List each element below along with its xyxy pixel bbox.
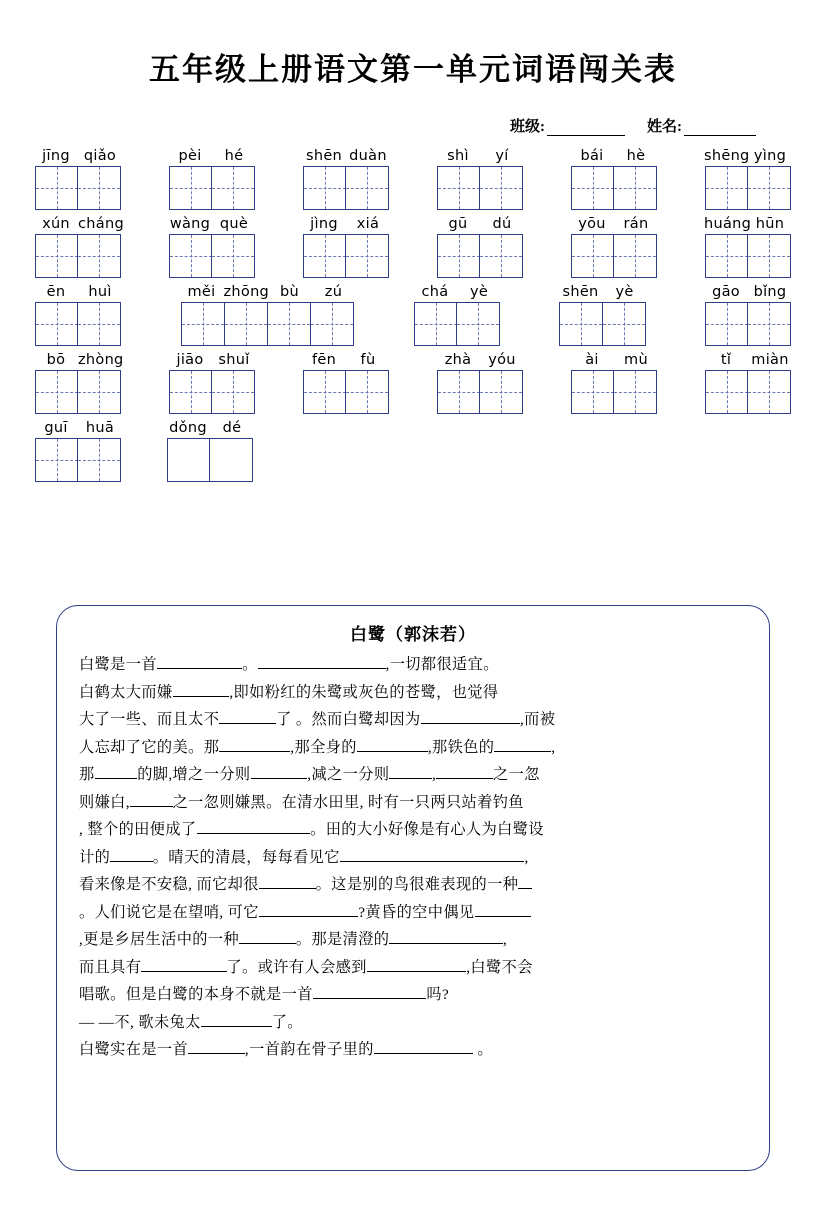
name-field[interactable] [647, 115, 756, 136]
grid-cell[interactable] [77, 234, 121, 278]
pinyin-label [413, 280, 501, 300]
word-row [34, 280, 792, 346]
grid-cell[interactable] [169, 166, 213, 210]
pinyin-label [166, 416, 254, 436]
grid-cell[interactable] [211, 234, 255, 278]
answer-grid[interactable] [571, 370, 658, 414]
pinyin-label [302, 348, 390, 368]
pinyin-syllable: pèi [178, 148, 202, 164]
passage-line: 白鹭是一首 。 ,一切都很适宜。 [79, 651, 747, 679]
grid-cell[interactable] [345, 166, 389, 210]
passage-line: 白鹭实在是一首 ,一首韵在骨子里的 。 [79, 1036, 747, 1064]
grid-cell[interactable] [571, 234, 615, 278]
passage-text [79, 651, 747, 1064]
answer-grid[interactable] [303, 370, 390, 414]
answer-grid[interactable] [437, 370, 524, 414]
word-row [34, 348, 792, 414]
pinyin-label [436, 348, 524, 368]
answer-grid[interactable] [35, 438, 122, 482]
pinyin-label [168, 212, 256, 232]
pinyin-label [436, 144, 524, 164]
pinyin-syllable: xiá [356, 216, 380, 232]
word-entry [34, 212, 122, 278]
grid-cell[interactable] [224, 302, 268, 346]
grid-cell[interactable] [303, 234, 347, 278]
passage-box [56, 605, 770, 1171]
class-blank[interactable] [547, 120, 625, 136]
pinyin-syllable: dǒng [169, 420, 207, 436]
pinyin-syllable: shēng [704, 148, 750, 164]
grid-cell[interactable] [211, 166, 255, 210]
grid-cell[interactable] [77, 438, 121, 482]
word-entry [436, 212, 524, 278]
word-entry [570, 212, 658, 278]
grid-cell[interactable] [35, 438, 79, 482]
pinyin-syllable: hé [224, 148, 244, 164]
word-entry [168, 212, 256, 278]
grid-cell[interactable] [456, 302, 500, 346]
pinyin-syllable: bō [46, 352, 66, 368]
grid-cell[interactable] [437, 166, 481, 210]
word-row [34, 416, 792, 482]
grid-cell[interactable] [571, 166, 615, 210]
fill-in-blank[interactable] [251, 763, 308, 779]
word-entry [166, 416, 254, 482]
answer-grid[interactable] [181, 302, 354, 346]
grid-cell[interactable] [559, 302, 603, 346]
answer-grid[interactable] [437, 234, 524, 278]
worksheet-page [0, 44, 826, 1213]
pinyin-syllable: jīng [42, 148, 70, 164]
pinyin-syllable: gū [448, 216, 468, 232]
answer-grid[interactable] [169, 370, 256, 414]
pinyin-syllable: yóu [488, 352, 516, 368]
grid-cell[interactable] [479, 234, 523, 278]
fill-in-blank[interactable] [141, 956, 226, 972]
passage-line: , 整个的田便成了 。田的大小好像是有心人为白鹭设 [79, 816, 747, 844]
word-entry [559, 280, 647, 346]
word-entry [34, 348, 122, 414]
grid-cell[interactable] [77, 370, 121, 414]
word-entry [302, 144, 390, 210]
pinyin-syllable: qiǎo [83, 148, 117, 164]
answer-grid[interactable] [169, 234, 256, 278]
pinyin-label [570, 348, 658, 368]
class-label: 班级: [510, 119, 545, 135]
answer-grid[interactable] [571, 166, 658, 210]
word-entry [34, 416, 122, 482]
passage-line: 。人们说它是在望哨, 可它 ?黄昏的空中偶见 [79, 899, 747, 927]
pinyin-syllable: què [219, 216, 249, 232]
pinyin-label [168, 348, 256, 368]
grid-cell[interactable] [479, 370, 523, 414]
pinyin-syllable: huì [88, 284, 112, 300]
grid-cell[interactable] [211, 370, 255, 414]
word-entry [436, 144, 524, 210]
passage-line: 计的 。晴天的清晨，每每看见它 , [79, 844, 747, 872]
grid-cell[interactable] [267, 302, 311, 346]
grid-cell[interactable] [602, 302, 646, 346]
fill-in-blank[interactable] [389, 928, 503, 944]
pinyin-syllable: shì [447, 148, 469, 164]
pinyin-syllable: gāo [712, 284, 740, 300]
fill-in-blank[interactable] [475, 901, 532, 917]
pinyin-syllable: hè [626, 148, 646, 164]
answer-grid[interactable] [414, 302, 501, 346]
fill-in-blank[interactable] [389, 763, 432, 779]
pinyin-label [559, 280, 647, 300]
answer-grid[interactable] [705, 234, 792, 278]
grid-cell[interactable] [77, 166, 121, 210]
passage-line: 那 的脚,增之一分则 ,减之一分则 , 之一忽 [79, 761, 747, 789]
passage-line: 看来像是不安稳, 而它却很 。这是别的鸟很难表现的一种 [79, 871, 747, 899]
passage-line: 大了一些、而且太不 了 。然而白鹭却因为 ,而被 [79, 706, 747, 734]
grid-cell[interactable] [705, 234, 749, 278]
pinyin-syllable: miàn [751, 352, 789, 368]
class-field[interactable] [510, 115, 625, 136]
fill-in-blank[interactable] [197, 818, 311, 834]
answer-grid[interactable] [705, 302, 792, 346]
grid-cell[interactable] [705, 302, 749, 346]
grid-cell[interactable] [169, 370, 213, 414]
pinyin-syllable: hūn [755, 216, 785, 232]
fill-in-blank[interactable] [110, 846, 153, 862]
fill-in-blank[interactable] [259, 873, 316, 889]
grid-cell[interactable] [167, 438, 211, 482]
pinyin-syllable: rán [623, 216, 649, 232]
pinyin-syllable: yí [495, 148, 509, 164]
pinyin-label [704, 144, 792, 164]
word-entry [704, 212, 792, 278]
answer-grid[interactable] [169, 166, 256, 210]
pinyin-syllable: shēn [305, 148, 343, 164]
answer-grid[interactable] [559, 302, 646, 346]
passage-line: 唱歌。但是白鹭的本身不就是一首 吗? [79, 981, 747, 1009]
passage-line: 人忘却了它的美。那 ,那全身的 ,那铁色的 , [79, 734, 747, 762]
fill-in-blank[interactable] [130, 791, 173, 807]
pinyin-syllable: wàng [169, 216, 211, 232]
word-entry [34, 280, 122, 346]
fill-in-blank[interactable] [436, 763, 493, 779]
pinyin-syllable: ài [585, 352, 599, 368]
pinyin-grid-rows [34, 144, 792, 482]
fill-in-blank[interactable] [494, 736, 551, 752]
grid-cell[interactable] [613, 166, 657, 210]
answer-grid[interactable] [303, 166, 390, 210]
pinyin-syllable: měi [187, 284, 216, 300]
pinyin-syllable: fēn [311, 352, 337, 368]
pinyin-syllable: ēn [46, 284, 66, 300]
grid-cell[interactable] [571, 370, 615, 414]
pinyin-syllable: zhōng [223, 284, 270, 300]
fill-in-blank[interactable] [188, 1038, 245, 1054]
word-entry [34, 144, 122, 210]
pinyin-syllable: xún [42, 216, 70, 232]
grid-cell[interactable] [35, 302, 79, 346]
grid-cell[interactable] [310, 302, 354, 346]
passage-line: ,更是乡居生活中的一种 。那是清澄的 , [79, 926, 747, 954]
pinyin-syllable: dú [492, 216, 512, 232]
word-entry [704, 348, 792, 414]
name-blank[interactable] [684, 120, 756, 136]
answer-grid[interactable] [35, 302, 122, 346]
grid-cell[interactable] [169, 234, 213, 278]
answer-grid[interactable] [571, 234, 658, 278]
grid-cell[interactable] [35, 166, 79, 210]
fill-in-blank[interactable] [374, 1038, 473, 1054]
grid-cell[interactable] [613, 370, 657, 414]
answer-grid[interactable] [35, 166, 122, 210]
pinyin-label [436, 212, 524, 232]
answer-grid[interactable] [705, 166, 792, 210]
grid-cell[interactable] [209, 438, 253, 482]
word-entry [302, 348, 390, 414]
pinyin-syllable: fù [360, 352, 376, 368]
grid-cell[interactable] [479, 166, 523, 210]
pinyin-syllable: zhà [444, 352, 472, 368]
answer-grid[interactable] [437, 166, 524, 210]
word-entry [302, 212, 390, 278]
pinyin-label [704, 212, 792, 232]
pinyin-label [570, 212, 658, 232]
pinyin-syllable: jìng [310, 216, 338, 232]
fill-in-blank[interactable] [357, 736, 428, 752]
word-entry [570, 348, 658, 414]
word-entry [704, 144, 792, 210]
word-entry [168, 144, 256, 210]
passage-line: — —不, 歌未兔太 了。 [79, 1009, 747, 1037]
grid-cell[interactable] [303, 166, 347, 210]
pinyin-syllable: huáng [704, 216, 752, 232]
name-label: 姓名: [647, 119, 682, 135]
pinyin-label [570, 144, 658, 164]
grid-cell[interactable] [613, 234, 657, 278]
fill-in-blank[interactable] [239, 928, 296, 944]
fill-in-blank[interactable] [219, 708, 276, 724]
grid-cell[interactable] [705, 166, 749, 210]
pinyin-label [34, 348, 122, 368]
pinyin-syllable: cháng [78, 216, 124, 232]
passage-line: 而且具有 了。或许有人会感到 ,白鹭不会 [79, 954, 747, 982]
grid-cell[interactable] [747, 370, 791, 414]
pinyin-syllable: zú [324, 284, 343, 300]
fill-in-blank[interactable] [95, 763, 138, 779]
passage-line: 则嫌白, 之一忽则嫌黑。在清水田里, 时有一只两只站着钓鱼 [79, 789, 747, 817]
pinyin-label [180, 280, 356, 300]
grid-cell[interactable] [77, 302, 121, 346]
fill-in-blank[interactable] [259, 901, 358, 917]
word-row [34, 212, 792, 278]
word-entry [180, 280, 356, 346]
grid-cell[interactable] [437, 234, 481, 278]
grid-cell[interactable] [345, 234, 389, 278]
word-entry [704, 280, 792, 346]
pinyin-syllable: chá [421, 284, 449, 300]
pinyin-syllable: yìng [753, 148, 787, 164]
pinyin-syllable: yōu [578, 216, 606, 232]
grid-cell[interactable] [35, 370, 79, 414]
fill-in-blank[interactable] [157, 653, 242, 669]
fill-in-blank[interactable] [201, 1011, 272, 1027]
grid-cell[interactable] [181, 302, 225, 346]
pinyin-syllable: jiāo [176, 352, 204, 368]
pinyin-syllable: dé [222, 420, 242, 436]
answer-grid[interactable] [35, 234, 122, 278]
fill-in-blank[interactable] [219, 736, 290, 752]
fill-in-blank[interactable] [367, 956, 466, 972]
passage-title: 白鹭（郭沫若） [350, 625, 476, 644]
grid-cell[interactable] [705, 370, 749, 414]
pinyin-label [704, 280, 792, 300]
grid-cell[interactable] [414, 302, 458, 346]
pinyin-syllable: bù [280, 284, 299, 300]
word-entry [168, 348, 256, 414]
pinyin-label [302, 212, 390, 232]
word-entry [413, 280, 501, 346]
passage-line: 白鹤太大而嫌 ,即如粉红的朱鹭或灰色的苍鹭，也觉得 [79, 679, 747, 707]
pinyin-label [34, 144, 122, 164]
grid-cell[interactable] [747, 166, 791, 210]
answer-grid[interactable] [705, 370, 792, 414]
answer-grid[interactable] [303, 234, 390, 278]
grid-cell[interactable] [345, 370, 389, 414]
pinyin-syllable: yè [469, 284, 489, 300]
pinyin-syllable: zhòng [78, 352, 124, 368]
pinyin-syllable: duàn [349, 148, 387, 164]
grid-cell[interactable] [437, 370, 481, 414]
pinyin-label [302, 144, 390, 164]
answer-grid[interactable] [167, 438, 254, 482]
page-title: 五年级上册语文第一单元词语闯关表 [149, 52, 677, 87]
word-entry [436, 348, 524, 414]
word-row [34, 144, 792, 210]
word-entry [570, 144, 658, 210]
grid-cell[interactable] [747, 302, 791, 346]
pinyin-label [704, 348, 792, 368]
grid-cell[interactable] [747, 234, 791, 278]
pinyin-label [34, 416, 122, 436]
pinyin-syllable: huā [85, 420, 115, 436]
fill-in-blank[interactable] [340, 846, 525, 862]
pinyin-syllable: yè [615, 284, 634, 300]
pinyin-label [168, 144, 256, 164]
pinyin-syllable: shēn [562, 284, 599, 300]
pinyin-label [34, 212, 122, 232]
student-info-row [34, 115, 792, 136]
fill-in-blank[interactable] [313, 983, 427, 999]
pinyin-syllable: bǐng [753, 284, 787, 300]
pinyin-syllable: shuǐ [218, 352, 250, 368]
pinyin-syllable: mù [624, 352, 648, 368]
pinyin-syllable: tǐ [720, 352, 732, 368]
fill-in-blank[interactable] [421, 708, 520, 724]
fill-in-blank[interactable] [518, 873, 532, 889]
grid-cell[interactable] [303, 370, 347, 414]
fill-in-blank[interactable] [258, 653, 386, 669]
fill-in-blank[interactable] [173, 681, 230, 697]
pinyin-label [34, 280, 122, 300]
pinyin-syllable: guī [44, 420, 68, 436]
answer-grid[interactable] [35, 370, 122, 414]
pinyin-syllable: bái [580, 148, 604, 164]
grid-cell[interactable] [35, 234, 79, 278]
